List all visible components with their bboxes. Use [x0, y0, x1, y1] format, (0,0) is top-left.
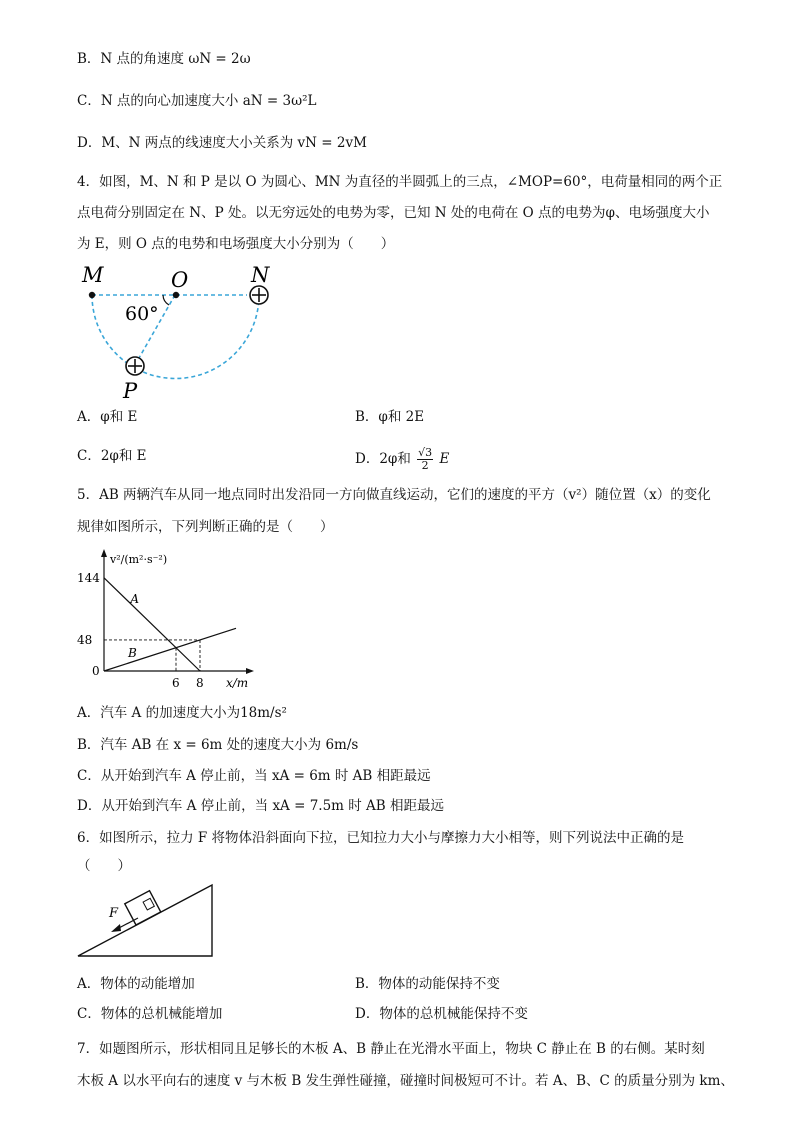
- q4-stem-line1: 4．如图，M、N 和 P 是以 O 为圆心、MN 为直径的半圆弧上的三点，∠MOP=60°，电荷量相同的两个正: [77, 174, 723, 190]
- q5-option-a: A．汽车 A 的加速度大小为18m/s²: [77, 705, 287, 721]
- series-a-label: A: [130, 592, 140, 607]
- q6-block: [125, 891, 161, 925]
- q6-option-b: B．物体的动能保持不变: [355, 976, 500, 992]
- q7-stem-line2: 木板 A 以水平向右的速度 v 与木板 B 发生弹性碰撞，碰撞时间极短可不计。若 A、B、C 的质量分别为 km、: [77, 1073, 734, 1089]
- x-axis-label: x/m: [226, 676, 249, 690]
- q6-label-f: F: [109, 906, 119, 921]
- q5-stem-line2: 规律如图所示，下列判断正确的是（ ）: [77, 519, 334, 535]
- q6-incline-figure: [75, 880, 220, 960]
- series-b-label: B: [128, 645, 137, 660]
- x-tick-label: 6: [172, 676, 180, 690]
- q6-stem-line2: （ ）: [77, 858, 131, 874]
- q4-label-n: N: [251, 263, 270, 287]
- q4-semicircle-arc: [92, 295, 259, 379]
- y-tick-label: 144: [77, 570, 100, 585]
- q5-v2-x-chart: [77, 545, 257, 695]
- q4-label-angle: 60°: [125, 303, 159, 325]
- origin-label: 0: [92, 664, 100, 678]
- q4-point-m: [89, 292, 95, 298]
- q3-option-d: D．M、N 两点的线速度大小关系为 vN = 2vM: [77, 135, 367, 151]
- q5-option-c: C．从开始到汽车 A 停止前，当 xA = 6m 时 AB 相距最远: [77, 768, 431, 784]
- q6-option-d: D．物体的总机械能保持不变: [355, 1006, 528, 1022]
- q6-option-a: A．物体的动能增加: [77, 976, 195, 992]
- q4-charge-n-icon: [250, 286, 268, 304]
- q4-option-d-fraction: [417, 447, 433, 472]
- q4-semicircle-figure: [75, 262, 285, 402]
- x-axis-arrow: [246, 668, 254, 674]
- y-axis-label: v²/(m²·s⁻²): [110, 553, 168, 566]
- y-tick-label: 48: [77, 632, 93, 647]
- q4-label-p: P: [123, 379, 138, 402]
- series-b-line: [104, 628, 236, 671]
- q7-stem-line1: 7．如题图所示，形状相同且足够长的木板 A、B 静止在光滑水平面上，物块 C 静止在 B 的右侧。某时刻: [77, 1041, 705, 1057]
- y-axis-arrow: [101, 549, 107, 557]
- q4-option-d: [355, 447, 449, 472]
- q4-option-b: B．φ和 2E: [355, 409, 425, 425]
- q3-option-c: C．N 点的向心加速度大小 aN = 3ω²L: [77, 93, 317, 109]
- q4-label-m: M: [82, 263, 104, 287]
- q4-option-d-suffix: E: [439, 451, 450, 467]
- q5-option-b: B．汽车 AB 在 x = 6m 处的速度大小为 6m/s: [77, 737, 359, 753]
- q4-option-d-prefix: D．2φ和: [355, 451, 411, 467]
- x-tick-label: 8: [196, 676, 204, 690]
- q4-angle-arc: [163, 295, 169, 305]
- q4-stem-line3: 为 E，则 O 点的电势和电场强度大小分别为（ ）: [77, 236, 395, 252]
- q6-stem-line1: 6．如图所示，拉力 F 将物体沿斜面向下拉，已知拉力大小与摩擦力大小相等，则下列说法中正确的是: [77, 830, 685, 846]
- q4-label-o: O: [171, 268, 189, 292]
- q4-option-d-denominator: 2: [421, 459, 429, 472]
- q5-stem-line1: 5．AB 两辆汽车从同一地点同时出发沿同一方向做直线运动，它们的速度的平方（v²）随位置（x）的变化: [77, 487, 711, 503]
- q4-option-c: C．2φ和 E: [77, 448, 147, 464]
- q4-point-o: [173, 292, 179, 298]
- q4-option-a: A．φ和 E: [77, 409, 138, 425]
- q4-stem-line2: 点电荷分别固定在 N、P 处。以无穷远处的电势为零，已知 N 处的电荷在 O 点的电势为φ、电场强度大小: [77, 205, 710, 221]
- q6-option-c: C．物体的总机械能增加: [77, 1006, 223, 1022]
- series-a-line: [104, 578, 200, 671]
- q4-charge-p-icon: [126, 357, 144, 375]
- q3-option-b: B．N 点的角速度 ωN = 2ω: [77, 51, 251, 67]
- q5-option-d: D．从开始到汽车 A 停止前，当 xA = 7.5m 时 AB 相距最远: [77, 798, 445, 814]
- q4-option-d-numerator: √3: [418, 446, 433, 459]
